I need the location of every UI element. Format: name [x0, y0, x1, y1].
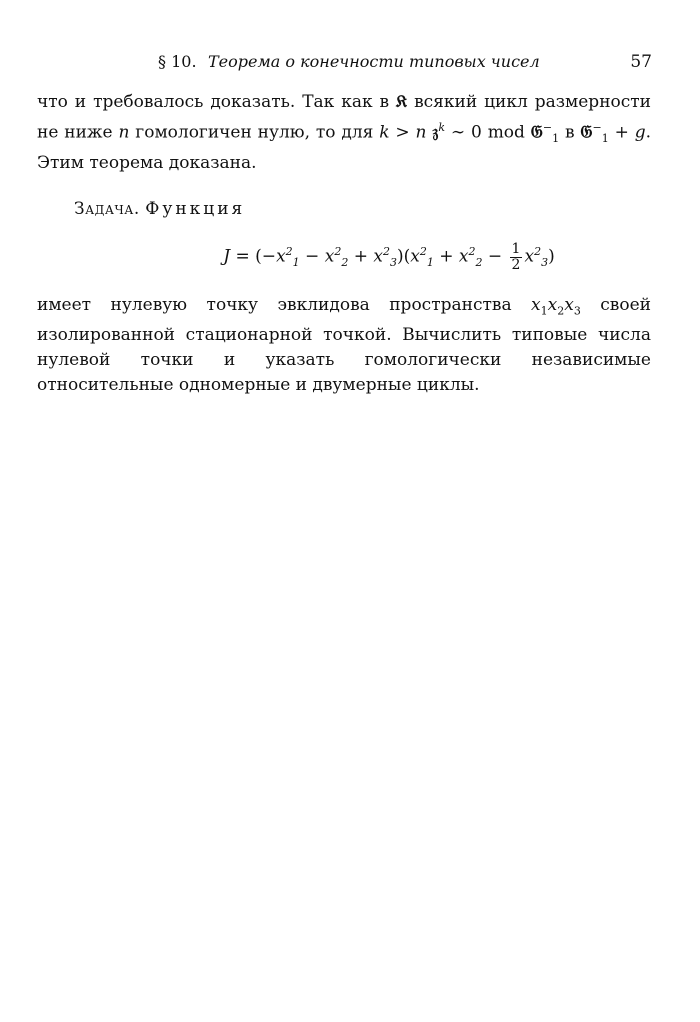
complex-K-symbol: 𝔎: [396, 92, 408, 112]
section-title: Теорема о конечности типовых чисел: [208, 52, 540, 71]
chain-z-symbol: 𝔷: [432, 122, 439, 143]
page-body: [37, 90, 651, 398]
section-number: § 10.: [158, 52, 197, 71]
task-function-word: Функция: [145, 199, 246, 220]
group-G-symbol-2: 𝔊: [580, 122, 593, 143]
fraction-one-half: $\frac{1}{2}$: [511, 240, 521, 273]
display-formula: $J = (-x^2_1 - x^2_2 + x^2_3)(x^2_1 + x^2_2$ − $\frac{1}{2}$ $x^2_3$): [223, 240, 555, 273]
page-number: 57: [630, 52, 652, 72]
running-header: [158, 52, 652, 76]
task-heading: [74, 197, 651, 222]
group-G-symbol: 𝔊: [530, 122, 543, 143]
task-label: Задача.: [74, 199, 140, 220]
paragraph-task-statement: имеет нулевую точку эвклидова пространства $x_1x_2x_3$ своей изолированной стационарной точкой. Вычислить типовые числа нулевой точки и указать гомологически независимые относительные одномерные и двумерные циклы.: [37, 295, 652, 396]
paragraph-proof-end: что и требовалось доказать. Так как в 𝔎 всякий цикл размерности не ниже n гомологичен нулю, то для k > n 𝔷$^k$ ∼ 0 mod 𝔊−$_1$ в 𝔊−$_1$ + g. Этим теорема доказана.: [37, 92, 652, 174]
